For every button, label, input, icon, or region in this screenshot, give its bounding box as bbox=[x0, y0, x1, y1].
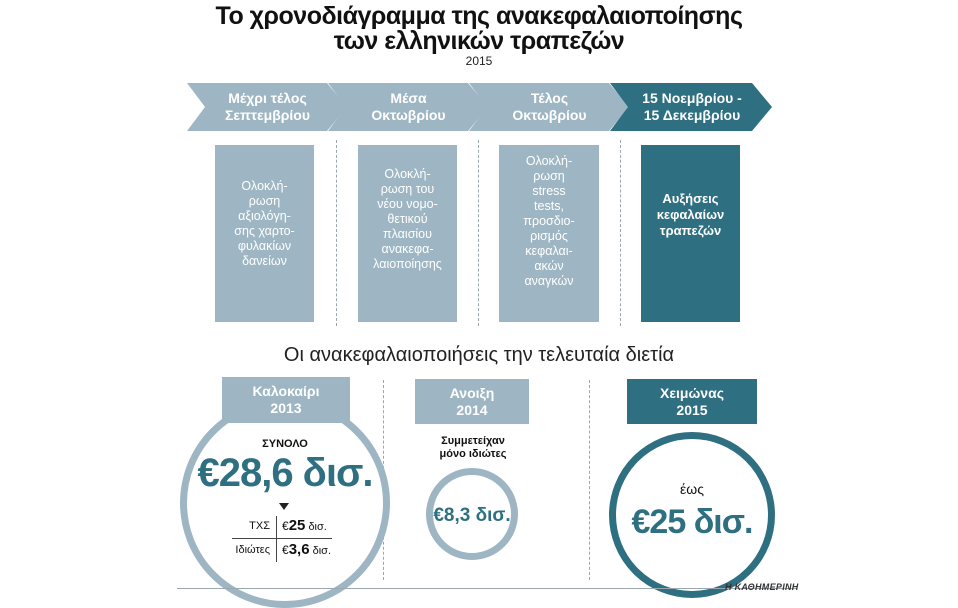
value-2015: €25 δισ. bbox=[631, 503, 753, 541]
note-2014-line2: μόνο ιδιώτες bbox=[439, 448, 507, 460]
step-2-label-line2: Οκτωβρίου bbox=[371, 107, 446, 123]
tag-2014-line1: Ανοιξη bbox=[449, 384, 495, 401]
timeline-step-4 bbox=[610, 83, 772, 131]
currency-symbol: € bbox=[282, 519, 289, 533]
tag-2015 bbox=[627, 379, 757, 424]
row-value-txs bbox=[282, 517, 352, 534]
recaps-title: Οι ανακεφαλαιοποιήσεις την τελευταία διετία bbox=[283, 344, 675, 366]
timeline-box-2 bbox=[358, 145, 457, 322]
box-4-text: Αυξήσεις κεφαλαίων τραπεζών bbox=[656, 191, 725, 238]
row-value-private bbox=[282, 541, 352, 558]
tag-2013 bbox=[222, 377, 350, 423]
step-4-label-line1: 15 Νοεμβρίου - bbox=[642, 90, 742, 106]
step-2-label-line1: Μέσα bbox=[390, 90, 427, 106]
main-title-line1: Το χρονοδιάγραμμα της ανακεφαλαιοποίησης bbox=[215, 2, 743, 30]
value-number: 3,6 bbox=[288, 541, 310, 558]
bottom-rule bbox=[177, 588, 797, 589]
tag-2014 bbox=[415, 379, 529, 424]
timeline-divider bbox=[336, 140, 337, 326]
step-1-label-line1: Μέχρι τέλος bbox=[228, 90, 307, 106]
tag-2015-line1: Χειμώνας bbox=[660, 384, 724, 401]
row-label-txs: ΤΧΣ bbox=[249, 520, 270, 532]
total-label: ΣΥΝΟΛΟ bbox=[262, 438, 308, 450]
tag-2013-line2: 2013 bbox=[270, 400, 302, 416]
timeline-step-3 bbox=[469, 83, 629, 131]
main-title-line2: των ελληνικών τραπεζών bbox=[333, 27, 625, 55]
box-2-text: Ολοκλή- ρωση του νέου νομο- θετικού πλαισίου ανακεφα- λαιοποίησης bbox=[373, 167, 442, 271]
value-number: 25 bbox=[288, 517, 306, 534]
step-3-label-line2: Οκτωβρίου bbox=[512, 107, 587, 123]
tag-2014-line2: 2014 bbox=[456, 401, 488, 418]
note-2014 bbox=[400, 435, 546, 461]
step-4-label-line2: 15 Δεκεμβρίου bbox=[643, 107, 741, 123]
value-unit: δισ. bbox=[312, 545, 332, 557]
split-horizontal-line bbox=[232, 538, 332, 539]
value-unit: δισ. bbox=[308, 521, 327, 533]
split-vertical-line bbox=[276, 516, 277, 562]
step-1-label-line2: Σεπτεμβρίου bbox=[224, 107, 311, 123]
timeline-divider bbox=[478, 140, 479, 326]
timeline-box-1 bbox=[215, 145, 314, 322]
note-2014-line1: Συμμετείχαν bbox=[441, 435, 505, 447]
timeline-box-4 bbox=[641, 145, 740, 322]
box-1-text: Ολοκλή- ρωση αξιολόγη- σης χαρτο- φυλακίων δανείων bbox=[234, 179, 295, 268]
timeline-step-2 bbox=[328, 83, 488, 131]
arrow-down-icon bbox=[279, 503, 289, 510]
row-label-private: Ιδιώτες bbox=[235, 544, 270, 556]
box-3-text: Ολοκλή- ρωση stress tests, προσδιο- ρισμός κεφαλαι- ακών αναγκών bbox=[523, 154, 575, 288]
step-3-label-line1: Τέλος bbox=[530, 90, 569, 106]
prefix-2015: έως bbox=[680, 481, 704, 497]
timeline-step-1 bbox=[187, 83, 347, 131]
timeline-divider bbox=[620, 140, 621, 326]
value-2014: €8,3 δισ. bbox=[433, 505, 511, 526]
timeline-box-3 bbox=[499, 145, 599, 322]
year-label: 2015 bbox=[465, 54, 493, 68]
recaps-divider bbox=[589, 380, 590, 580]
currency-symbol: € bbox=[282, 543, 289, 557]
tag-2015-line2: 2015 bbox=[676, 401, 708, 418]
publisher-credit: Η ΚΑΘΗΜΕΡΙΝΗ bbox=[725, 582, 799, 592]
total-value-2013: €28,6 δισ. bbox=[197, 451, 373, 495]
tag-2013-line1: Καλοκαίρι bbox=[252, 383, 320, 399]
